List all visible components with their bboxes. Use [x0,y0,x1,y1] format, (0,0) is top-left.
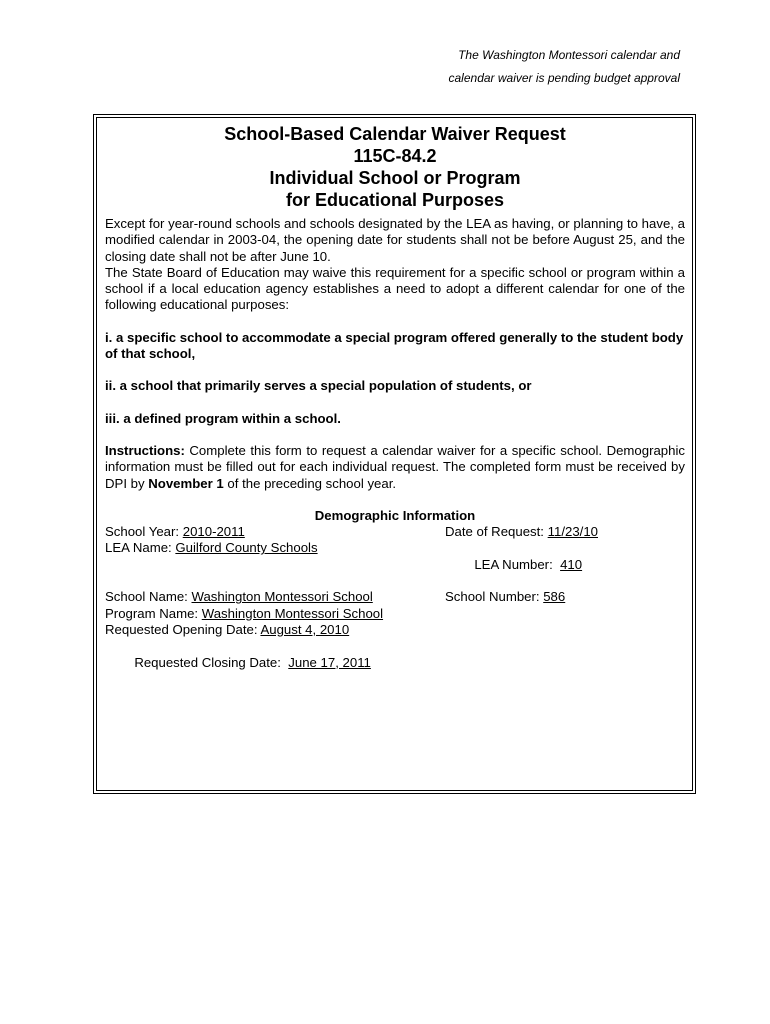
purpose-iii: iii. a defined program within a school. [105,410,341,426]
title-line-3: Individual School or Program [269,168,521,188]
closing-date-field [105,638,371,687]
purpose-i: i. a specific school to accommodate a special program offered generally to the student body of that school, [105,329,684,362]
note-line-2: calendar waiver is pending budget approval [448,71,680,85]
demographic-row-4 [105,606,685,622]
opening-date-field [105,622,349,638]
title-line-4: for Educational Purposes [285,190,505,210]
closing-date-label: Requested Closing Date: [134,654,289,670]
instructions-text: Complete this form to request a calendar waiver for a specific school. Demographic information must be filled out for each individual request. The completed form must be received by DPI by [105,442,685,491]
school-number-label: School Number: [445,589,544,605]
date-of-request-field [445,524,598,540]
lea-name-label: LEA Name: [105,540,176,556]
school-name-value: Washington Montessori School [191,589,373,605]
closing-date-value: June 17, 2011 [288,654,371,670]
lea-name-field [105,540,445,589]
demographic-row-6 [105,638,685,687]
instructions-text-end: of the preceding school year. [223,475,397,491]
date-of-request-label: Date of Request: [445,524,548,540]
school-name-field [105,589,445,605]
title-line-1: School-Based Calendar Waiver Request [224,124,566,144]
school-number-field [445,589,565,605]
lea-name-value: Guilford County Schools [175,540,318,556]
program-name-field [105,606,383,622]
form-body [96,117,693,791]
school-year-label: School Year: [105,524,183,540]
intro-paragraph-1: Except for year-round schools and schools designated by the LEA as having, or planning to have, a modified calendar in 2003-04, the opening date for students shall not be before August 25, and the closing date shall not be after June 10. [105,216,685,264]
form-title [105,123,685,211]
date-of-request-value: 11/23/10 [547,524,598,540]
title-line-2: 115C-84.2 [353,146,437,166]
lea-number-field [445,540,582,589]
school-name-label: School Name: [105,589,192,605]
form-frame [93,114,696,794]
opening-date-label: Requested Opening Date: [105,621,261,637]
lea-number-label: LEA Number: [474,556,561,572]
intro-paragraph-2: The State Board of Education may waive this requirement for a specific school or program within a school if a local education agency establishes a need to adopt a different calendar for one of the following educational purposes: [105,264,685,313]
instructions-deadline: November 1 [148,475,224,491]
opening-date-value: August 4, 2010 [260,621,350,637]
demographic-row-1 [105,524,685,540]
demographic-row-2 [105,540,685,589]
purpose-ii: ii. a school that primarily serves a special population of students, or [105,378,532,394]
instructions-label: Instructions: [105,442,185,458]
school-number-value: 586 [543,589,566,605]
program-name-value: Washington Montessori School [201,605,384,621]
school-year-value: 2010-2011 [182,524,245,540]
demographic-row-5 [105,622,685,638]
demographic-heading: Demographic Information [314,507,476,523]
demographic-row-3 [105,589,685,605]
note-line-1: The Washington Montessori calendar and [458,48,680,62]
program-name-label: Program Name: [105,605,202,621]
instructions-paragraph [105,443,685,492]
school-year-field [105,524,445,540]
budget-approval-note [449,44,681,90]
lea-number-value: 410 [560,556,583,572]
